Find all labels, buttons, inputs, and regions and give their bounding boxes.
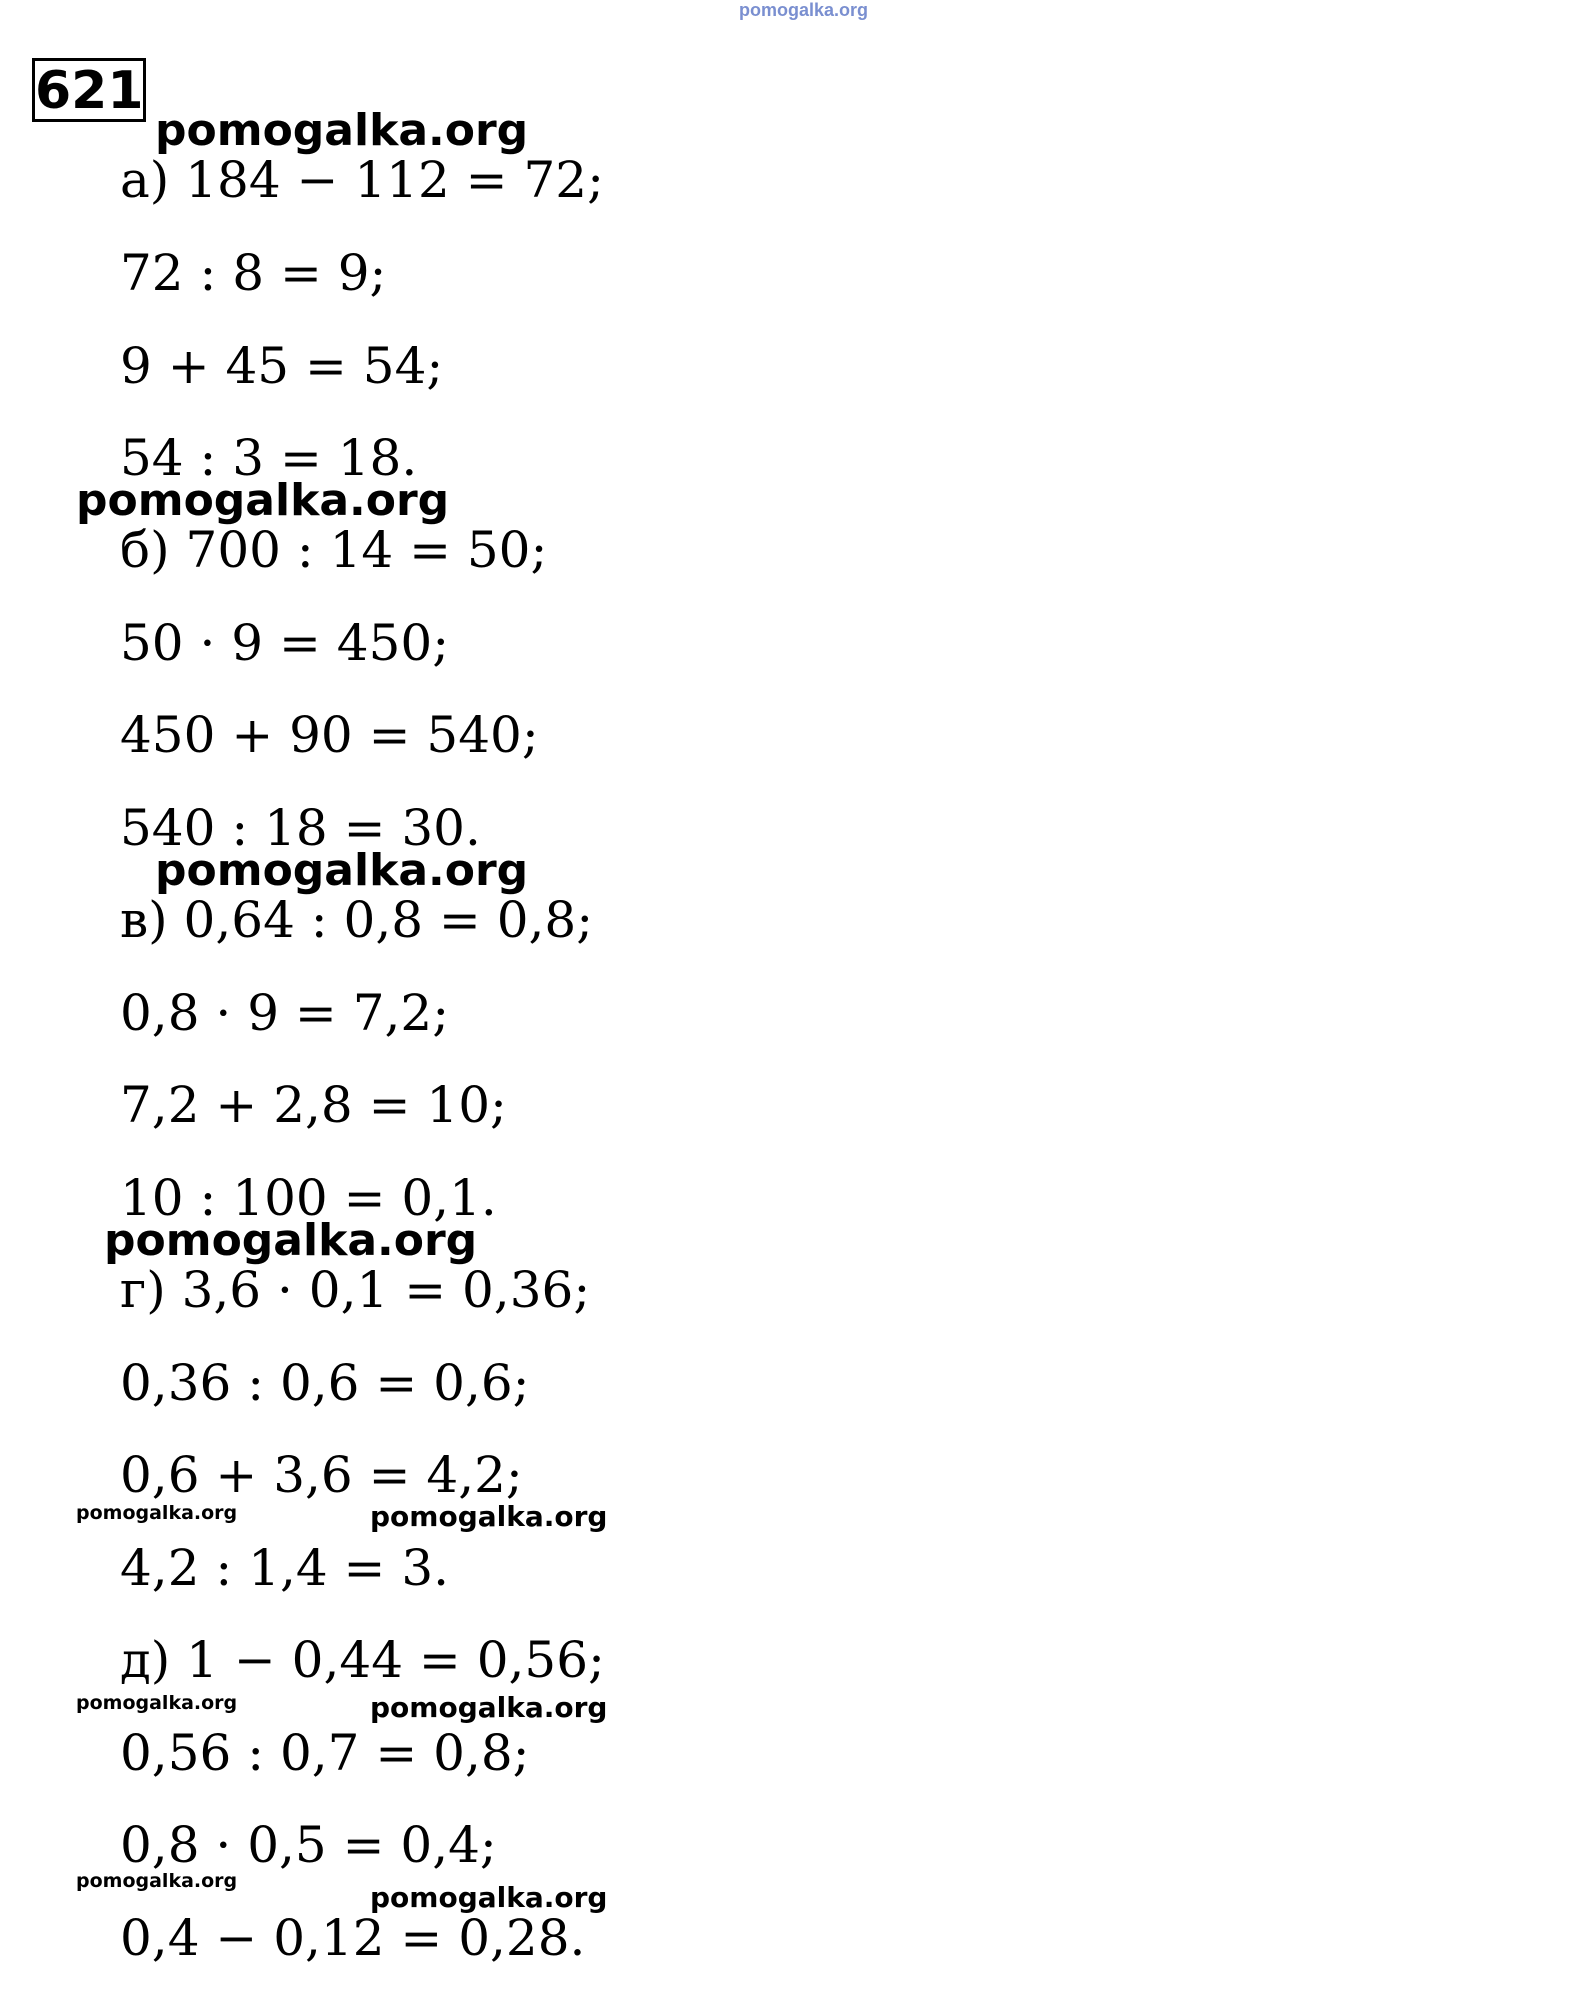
solution-line: 0,56 : 0,7 = 0,8; xyxy=(120,1724,530,1782)
watermark-text: pomogalka.org xyxy=(155,845,529,896)
task-number-box: 621 xyxy=(32,58,146,122)
solution-line: 0,8 · 0,5 = 0,4; xyxy=(120,1816,497,1874)
solution-line: 0,8 · 9 = 7,2; xyxy=(120,984,450,1042)
solution-line: 10 : 100 = 0,1. xyxy=(120,1169,497,1227)
watermark-text: pomogalka.org xyxy=(76,1692,238,1714)
solution-line: 0,6 + 3,6 = 4,2; xyxy=(120,1446,523,1504)
solution-line: 9 + 45 = 54; xyxy=(120,337,444,395)
watermark-top: pomogalka.org xyxy=(739,0,869,20)
solution-line: 50 · 9 = 450; xyxy=(120,614,450,672)
solution-line: г) 3,6 · 0,1 = 0,36; xyxy=(120,1261,591,1319)
watermark-text: pomogalka.org xyxy=(76,1502,238,1524)
watermark-text: pomogalka.org xyxy=(370,1500,608,1533)
solution-line: д) 1 − 0,44 = 0,56; xyxy=(120,1631,605,1689)
solution-line: 0,4 − 0,12 = 0,28. xyxy=(120,1909,586,1967)
solution-line: 450 + 90 = 540; xyxy=(120,706,539,764)
solution-line: 4,2 : 1,4 = 3. xyxy=(120,1539,450,1597)
solution-line: 7,2 + 2,8 = 10; xyxy=(120,1076,507,1134)
solution-line: 54 : 3 = 18. xyxy=(120,429,418,487)
watermark-text: pomogalka.org xyxy=(76,475,450,526)
watermark-text: pomogalka.org xyxy=(155,105,529,156)
solution-line: в) 0,64 : 0,8 = 0,8; xyxy=(120,891,594,949)
watermark-text: pomogalka.org xyxy=(104,1215,478,1266)
solution-line: 0,36 : 0,6 = 0,6; xyxy=(120,1354,530,1412)
solution-line: 540 : 18 = 30. xyxy=(120,799,481,857)
solution-line: б) 700 : 14 = 50; xyxy=(120,521,548,579)
watermark-text: pomogalka.org xyxy=(370,1691,608,1724)
solution-line: а) 184 − 112 = 72; xyxy=(120,151,604,209)
watermark-text: pomogalka.org xyxy=(370,1881,608,1914)
solution-line: 72 : 8 = 9; xyxy=(120,244,387,302)
watermark-text: pomogalka.org xyxy=(76,1870,238,1892)
